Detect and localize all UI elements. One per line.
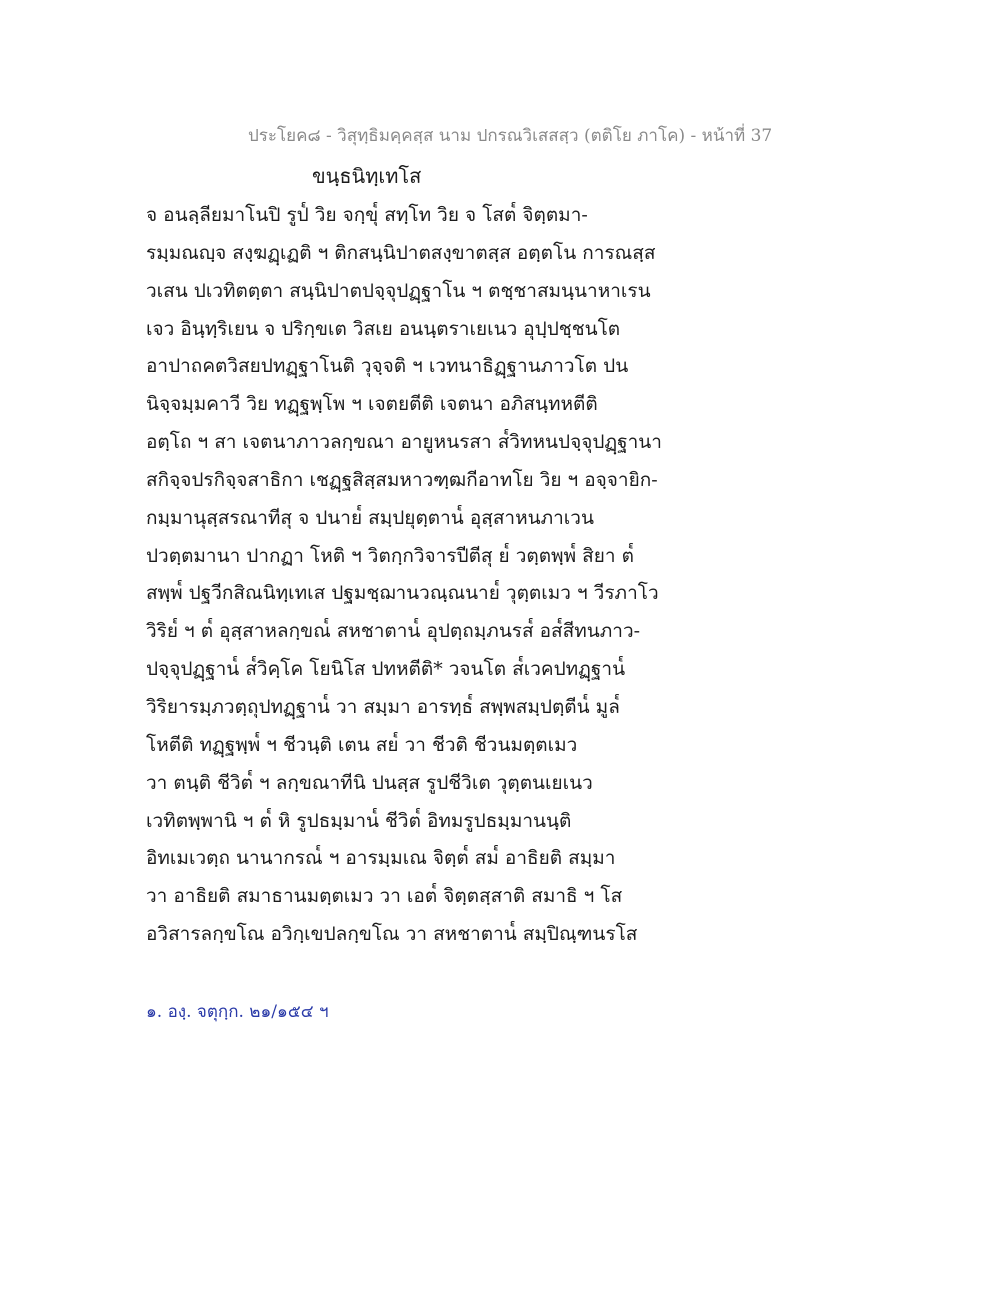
text-line: อิทเมเวตฺถ นานากรณ๎ ฯ อารมฺมเณ จิตฺต๎ สม๎ อาธิยติ สมฺมา xyxy=(146,847,616,870)
text-line: เจว อินฺทฺริเยน จ ปริกฺขเต วิสเย อนนฺตราเยเนว อุปฺปชฺชนโต xyxy=(146,317,621,340)
text-line: วา ตนฺติ ชีวิต๎ ฯ ลกฺขณาทีนิ ปนสฺส รูปชีวิเต วุตฺตนเยเนว xyxy=(146,771,593,794)
text-line: ปวตฺตมานา ปากฏา โหติ ฯ วิตกฺกวิจารปีตีสุ ย๎ วตฺตพฺพ๎ สิยา ต๎ xyxy=(146,544,634,567)
text-line: อตฺโถ ฯ สา เจตนาภาวลกฺขณา อายูหนรสา ส๎วิทหนปจฺจุปฏฺฐานา xyxy=(146,431,662,454)
text-line: รมฺมณญฺจ สงฺฆฏฺเฏติ ฯ ติกสนฺนิปาตสงฺขาตสฺส อตฺตโน การณสฺส xyxy=(146,241,656,264)
footnote: ๑. องฺ. จตุกฺก. ๒๑/๑๕๔ ฯ xyxy=(146,1002,329,1022)
text-line: จ อนลฺลียมาโนปิ รูป๎ วิย จกฺขุ๎ สทฺโท วิย จ โสต๎ จิตฺตมา- xyxy=(146,204,588,226)
text-line: นิจฺจมฺมคาวี วิย ทฏฺฐพฺโพ ฯ เจตยตีติ เจตนา อภิสนฺทหตีติ xyxy=(146,393,598,416)
text-line: กมฺมานุสฺสรณาทีสุ จ ปนาย๎ สมฺปยุตฺตาน๎ อุสฺสาหนภาเวน xyxy=(146,506,594,529)
text-line: วิริย๎ ฯ ต๎ อุสฺสาหลกฺขณ๎ สหชาตาน๎ อุปตฺถมฺภนรส๎ อส๎สีทนภาว- xyxy=(146,620,641,643)
section-title: ขนฺธนิทฺเทโส xyxy=(312,164,422,188)
text-line: วเสน ปเวทิตตฺตา สนฺนิปาตปจฺจุปฏฺฐาโน ฯ ตชฺชาสมนฺนาหาเรน xyxy=(146,279,651,302)
text-line: สกิจฺจปรกิจฺจสาธิกา เชฏฺฐสิสฺสมหาวฑฺฒกีอาทโย วิย ฯ อจฺจายิก- xyxy=(146,468,658,491)
text-line: วา อาธิยติ สมาธานมตฺตเมว วา เอต๎ จิตฺตสฺสาติ สมาธิ ฯ โส xyxy=(146,885,623,908)
body-text xyxy=(146,197,686,954)
page-header: ประโยค๘ - วิสุทฺธิมคฺคสฺส นาม ปกรณวิเสสสฺว (ตติโย ภาโค) - หน้าที่ 37 xyxy=(248,126,773,146)
text-line: ปจฺจุปฏฺฐาน๎ ส๎วิคฺโค โยนิโส ปทหตีติ* วจนโต ส๎เวคปทฏฺฐาน๎ xyxy=(146,658,626,681)
text-line: โหตีติ ทฏฺฐพฺพ๎ ฯ ชีวนฺติ เตน สย๎ วา ชีวติ ชีวนมตฺตเมว xyxy=(146,733,578,756)
text-line: อาปาถคตวิสยปทฏฺฐาโนติ วุจฺจติ ฯ เวทนาธิฏฺฐานภาวโต ปน xyxy=(146,355,629,378)
text-line: สพฺพ๎ ปฐวีกสิณนิทฺเทเส ปฐมชฺฌานวณฺณนาย๎ วุตฺตเมว ฯ วีรภาโว xyxy=(146,582,659,605)
text-line: อวิสารลกฺขโณ อวิกฺเขปลกฺขโณ วา สหชาตาน๎ สมฺปิณฺฑนรโส xyxy=(146,923,638,946)
text-line: วิริยารมฺภวตฺถุปทฏฺฐาน๎ วา สมฺมา อารทฺธ๎ สพฺพสมฺปตฺตีน๎ มูล๎ xyxy=(146,695,620,718)
text-line: เวทิตพฺพานิ ฯ ต๎ หิ รูปธมฺมาน๎ ชีวิต๎ อิทมรูปธมฺมานนฺติ xyxy=(146,809,572,832)
